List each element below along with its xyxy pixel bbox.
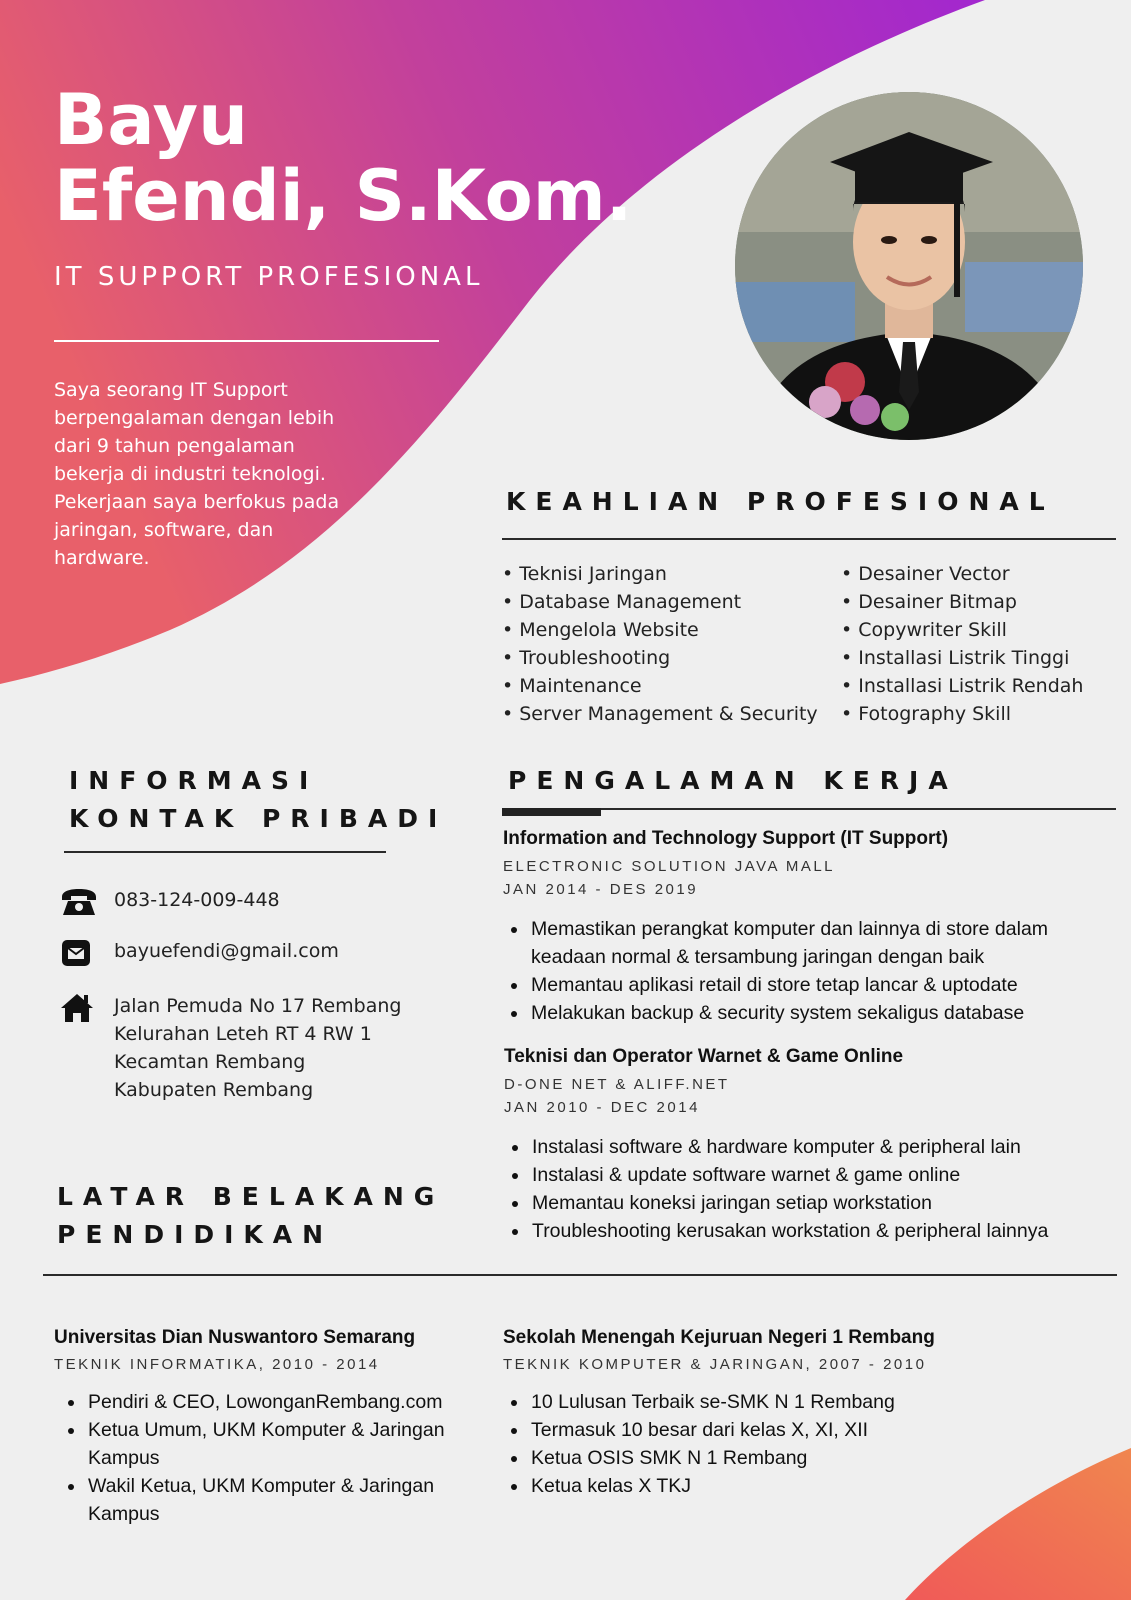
job-bullet: • Memastikan perangkat komputer dan lainnya di store dalam keadaan normal & tersambung jaringan dengan baik [529, 915, 1103, 971]
skill-item: • Desainer Bitmap [841, 591, 1017, 613]
skill-item: • Copywriter Skill [841, 619, 1007, 641]
contact-address-row [60, 992, 401, 1104]
school-bullets [54, 1388, 474, 1528]
education-title-line-2: PENDIDIKAN [57, 1220, 334, 1249]
school-bullet: • 10 Lulusan Terbaik se-SMK N 1 Rembang [529, 1388, 1063, 1416]
home-icon [60, 992, 100, 1024]
experience-title: PENGALAMAN KERJA [508, 766, 958, 795]
job-role: IT SUPPORT PROFESIONAL [54, 262, 484, 292]
education-title [57, 1178, 444, 1254]
job-title: Teknisi dan Operator Warnet & Game Online [504, 1046, 904, 1067]
job-title: Information and Technology Support (IT Support) [503, 828, 949, 849]
job-bullet: • Instalasi & update software warnet & game online [530, 1161, 1104, 1189]
school-name: Universitas Dian Nuswantoro Semarang [54, 1327, 416, 1348]
school-bullet: • Ketua Umum, UKM Komputer & Jaringan Kampus [86, 1416, 474, 1472]
school-detail: TEKNIK INFORMATIKA, 2010 - 2014 [54, 1356, 380, 1373]
school-detail: TEKNIK KOMPUTER & JARINGAN, 2007 - 2010 [503, 1356, 927, 1373]
contact-divider [64, 851, 386, 853]
skill-item: • Server Management & Security [502, 703, 818, 725]
full-name [54, 79, 633, 237]
school-bullets [503, 1388, 1063, 1500]
job-bullets [504, 1133, 1104, 1245]
phone-icon [60, 886, 100, 918]
address-line: Kelurahan Leteh RT 4 RW 1 [114, 1023, 372, 1045]
skill-item: • Installasi Listrik Tinggi [841, 647, 1070, 669]
school-bullet: • Wakil Ketua, UKM Komputer & Jaringan Kampus [86, 1472, 474, 1528]
school-bullet: • Ketua OSIS SMK N 1 Rembang [529, 1444, 1063, 1472]
experience-divider-accent [502, 808, 601, 816]
skill-item: • Troubleshooting [502, 647, 671, 669]
contact-phone-row [60, 886, 280, 918]
skill-item: • Mengelola Website [502, 619, 699, 641]
skills-list-left [502, 560, 818, 728]
school-1 [54, 1327, 474, 1528]
job-bullet: • Troubleshooting kerusakan workstation & peripheral lainnya [530, 1217, 1104, 1245]
about-text: Saya seorang IT Support berpengalaman dengan lebih dari 9 tahun pengalaman bekerja di industri teknologi. Pekerjaan saya berfokus pada jaringan, software, dan hardware. [54, 379, 340, 569]
profile-photo-illustration [735, 92, 1083, 440]
job-company: ELECTRONIC SOLUTION JAVA MALL [503, 858, 836, 875]
address-line: Jalan Pemuda No 17 Rembang [114, 995, 402, 1017]
contact-title-line-2: KONTAK PRIBADI [69, 804, 448, 833]
skill-item: • Teknisi Jaringan [502, 563, 667, 585]
job-bullets [503, 915, 1103, 1027]
skill-item: • Database Management [502, 591, 742, 613]
skill-item: • Fotography Skill [841, 703, 1011, 725]
job-bullet: • Melakukan backup & security system sekaligus database [529, 999, 1103, 1027]
job-1 [503, 828, 1103, 1027]
job-bullet: • Memantau aplikasi retail di store tetap lancar & uptodate [529, 971, 1103, 999]
education-divider [43, 1274, 1117, 1276]
skill-item: • Desainer Vector [841, 563, 1010, 585]
name-line-1: Bayu [54, 79, 248, 161]
skills-divider [502, 538, 1116, 540]
phone-number: 083-124-009-448 [114, 889, 280, 911]
school-2 [503, 1327, 1063, 1500]
job-company: D-ONE NET & ALIFF.NET [504, 1076, 730, 1093]
skills-list-right [841, 560, 1083, 728]
job-bullet: • Instalasi software & hardware komputer & peripheral lain [530, 1133, 1104, 1161]
contact-title-line-1: INFORMASI [69, 766, 319, 795]
job-period: JAN 2014 - DES 2019 [503, 881, 699, 898]
job-bullet: • Memantau koneksi jaringan setiap workstation [530, 1189, 1104, 1217]
skill-item: • Maintenance [502, 675, 642, 697]
school-bullet: • Pendiri & CEO, LowonganRembang.com [86, 1388, 474, 1416]
email-icon [60, 937, 100, 969]
contact-title [69, 762, 447, 838]
contact-email-row [60, 937, 339, 969]
education-title-line-1: LATAR BELAKANG [57, 1182, 445, 1211]
hero-divider [54, 340, 439, 342]
address-line: Kabupaten Rembang [114, 1079, 314, 1101]
name-line-2: Efendi, S.Kom. [54, 155, 633, 237]
job-2 [504, 1046, 1104, 1245]
email-address: bayuefendi@gmail.com [114, 940, 339, 962]
address-block [114, 992, 401, 1104]
school-bullet: • Termasuk 10 besar dari kelas X, XI, XII [529, 1416, 1063, 1444]
school-name: Sekolah Menengah Kejuruan Negeri 1 Rembang [503, 1327, 935, 1348]
skills-title: KEAHLIAN PROFESIONAL [506, 487, 1055, 516]
job-period: JAN 2010 - DEC 2014 [504, 1099, 700, 1116]
address-line: Kecamtan Rembang [114, 1051, 306, 1073]
skill-item: • Installasi Listrik Rendah [841, 675, 1084, 697]
school-bullet: • Ketua kelas X TKJ [529, 1472, 1063, 1500]
profile-photo [735, 92, 1083, 440]
